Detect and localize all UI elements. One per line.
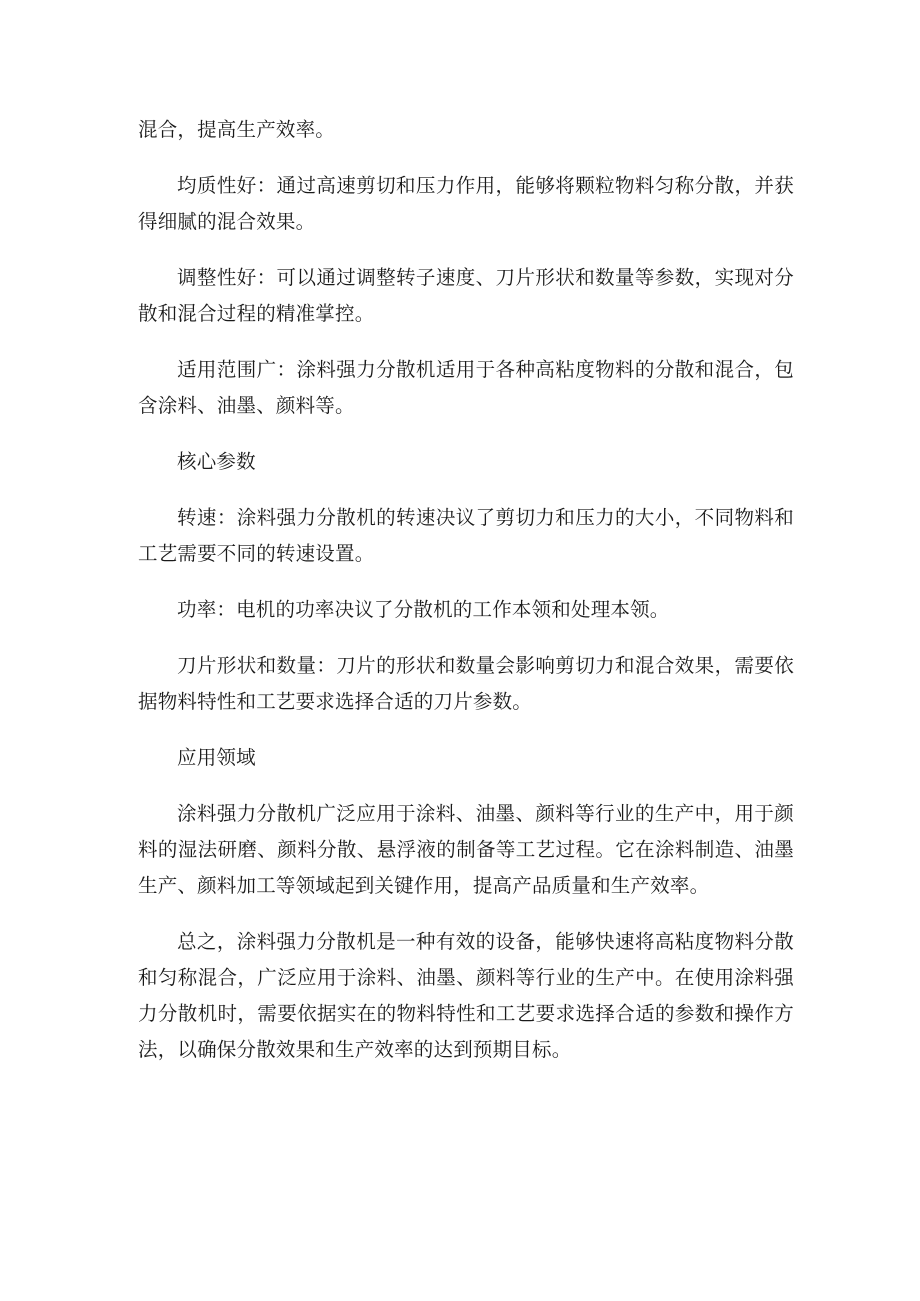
paragraph-speed: 转速：涂料强力分散机的转速决议了剪切力和压力的大小，不同物料和工艺需要不同的转速设置。 <box>138 506 794 565</box>
section-heading-core-parameters: 核心参数 <box>177 450 256 473</box>
section-heading-applications: 应用领域 <box>177 746 256 769</box>
paragraph-blade: 刀片形状和数量：刀片的形状和数量会影响剪切力和混合效果，需要依据物料特性和工艺要求选择合适的刀片参数。 <box>138 654 794 713</box>
paragraph-homogeneity: 均质性好：通过高速剪切和压力作用，能够将颗粒物料匀称分散，并获得细腻的混合效果。 <box>138 174 794 233</box>
paragraph-adjustability: 调整性好：可以通过调整转子速度、刀片形状和数量等参数，实现对分散和混合过程的精准掌控。 <box>138 266 794 325</box>
paragraph-power: 功率：电机的功率决议了分散机的工作本领和处理本领。 <box>177 598 670 621</box>
paragraph-continuation: 混合，提高生产效率。 <box>138 118 336 141</box>
document-body <box>138 112 794 1088</box>
paragraph-applications: 涂料强力分散机广泛应用于涂料、油墨、颜料等行业的生产中，用于颜料的湿法研磨、颜料分散、悬浮液的制备等工艺过程。它在涂料制造、油墨生产、颜料加工等领域起到关键作用，提高产品质量和生产效率。 <box>138 802 794 897</box>
paragraph-summary: 总之，涂料强力分散机是一种有效的设备，能够快速将高粘度物料分散和匀称混合，广泛应用于涂料、油墨、颜料等行业的生产中。在使用涂料强力分散机时，需要依据实在的物料特性和工艺要求选择合适的参数和操作方法，以确保分散效果和生产效率的达到预期目标。 <box>138 930 794 1061</box>
paragraph-applicability: 适用范围广：涂料强力分散机适用于各种高粘度物料的分散和混合，包含涂料、油墨、颜料等。 <box>138 358 794 417</box>
